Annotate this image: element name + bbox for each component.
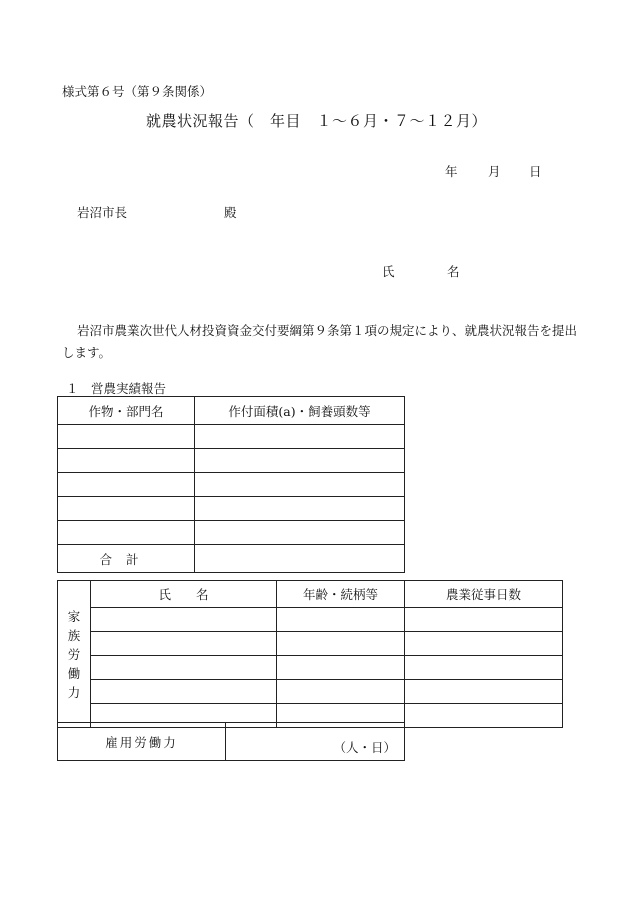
member-age-cell[interactable] — [277, 656, 405, 680]
form-number: 様式第６号（第９条関係） — [62, 84, 213, 99]
table-row — [58, 497, 405, 521]
family-header-age: 年齢・続柄等 — [277, 581, 405, 608]
family-labor-table — [57, 580, 563, 728]
crop-name-cell[interactable] — [58, 449, 195, 473]
side-label-char: 労 — [67, 646, 81, 662]
section-heading: １ 営農実績報告 — [66, 381, 167, 396]
member-days-cell[interactable] — [405, 632, 563, 656]
addressee: 岩沼市長 — [77, 205, 128, 220]
member-age-cell[interactable] — [277, 608, 405, 632]
crop-amount-cell[interactable] — [195, 521, 405, 545]
side-label-char: 力 — [67, 684, 81, 700]
family-labor-side-label — [58, 581, 91, 728]
date-year-label: 年 — [445, 164, 458, 179]
table-row — [58, 680, 563, 704]
member-name-cell[interactable] — [91, 656, 277, 680]
hired-labor-row — [58, 723, 405, 761]
honorific: 殿 — [224, 205, 237, 220]
member-days-cell[interactable] — [405, 704, 563, 728]
member-days-cell[interactable] — [405, 608, 563, 632]
hired-labor-label: 雇用労働力 — [58, 723, 226, 761]
crop-amount-cell[interactable] — [195, 473, 405, 497]
hired-labor-table — [57, 722, 405, 761]
table-row — [58, 425, 405, 449]
member-age-cell[interactable] — [277, 632, 405, 656]
document-title: 就農状況報告（ 年目 １～６月・７～１２月） — [146, 112, 488, 130]
member-age-cell[interactable] — [277, 680, 405, 704]
member-days-cell[interactable] — [405, 656, 563, 680]
crop-table-header — [58, 397, 405, 425]
hired-labor-unit: （人・日） — [333, 739, 396, 755]
table-row — [58, 608, 563, 632]
side-label-char: 働 — [67, 665, 81, 681]
member-days-cell[interactable] — [405, 680, 563, 704]
table-row — [58, 473, 405, 497]
crop-amount-cell[interactable] — [195, 425, 405, 449]
crop-name-cell[interactable] — [58, 497, 195, 521]
date-day-label: 日 — [529, 164, 542, 179]
crop-amount-cell[interactable] — [195, 449, 405, 473]
crop-table — [57, 396, 405, 573]
crop-header-amount: 作付面積(a)・飼養頭数等 — [195, 397, 405, 425]
crop-name-cell[interactable] — [58, 473, 195, 497]
side-label-char: 家 — [67, 608, 81, 624]
applicant-name-label: 氏 名 — [382, 264, 480, 279]
crop-name-cell[interactable] — [58, 521, 195, 545]
side-label-char: 族 — [67, 627, 81, 643]
total-amount-cell[interactable] — [195, 545, 405, 573]
family-table-header — [58, 581, 563, 608]
total-row — [58, 545, 405, 573]
member-name-cell[interactable] — [91, 632, 277, 656]
member-name-cell[interactable] — [91, 680, 277, 704]
total-label: 合計 — [58, 545, 195, 573]
table-row — [58, 449, 405, 473]
crop-header-item: 作物・部門名 — [58, 397, 195, 425]
date-month-label: 月 — [488, 164, 501, 179]
table-row — [58, 521, 405, 545]
family-header-days: 農業従事日数 — [405, 581, 563, 608]
family-header-name: 氏 名 — [91, 581, 277, 608]
table-row — [58, 632, 563, 656]
table-row — [58, 656, 563, 680]
crop-name-cell[interactable] — [58, 425, 195, 449]
member-name-cell[interactable] — [91, 608, 277, 632]
crop-amount-cell[interactable] — [195, 497, 405, 521]
body-text: 岩沼市農業次世代人材投資資金交付要綱第９条第１項の規定により、就農状況報告を提出します。 — [62, 323, 578, 360]
hired-labor-value-cell[interactable] — [226, 723, 405, 761]
